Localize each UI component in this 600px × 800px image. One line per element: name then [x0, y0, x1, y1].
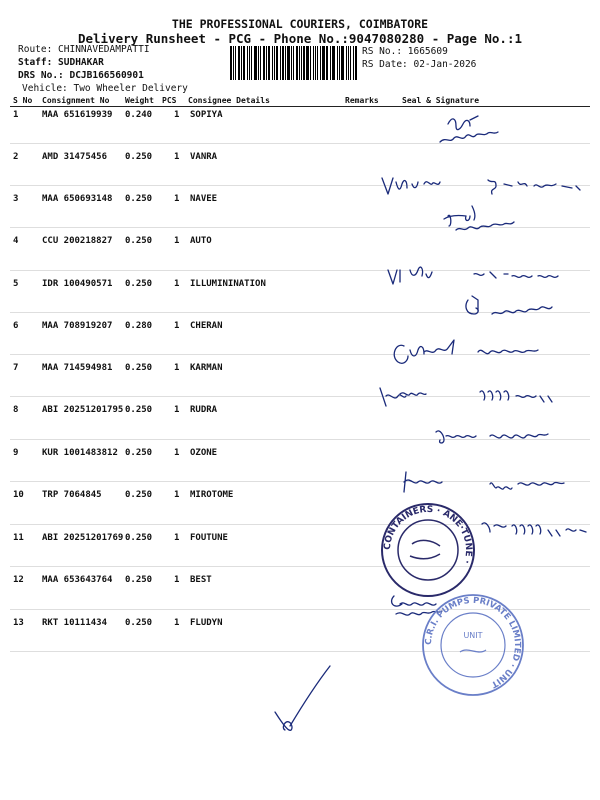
col-header-weight: Weight: [125, 96, 154, 105]
row-consignee: VANRA: [190, 152, 218, 162]
row-sno: 11: [13, 533, 24, 543]
row-consignee: NAVEE: [190, 194, 218, 204]
rs-date: RS Date: 02-Jan-2026: [362, 59, 477, 70]
row-pcs: 1: [174, 533, 180, 543]
containers-stamp-text: CONTAINERS · ANE·TUNE ·: [382, 504, 474, 565]
row-consignee: BEST: [190, 575, 212, 585]
row-weight: 0.250: [125, 279, 153, 289]
row-weight: 0.250: [125, 448, 153, 458]
row-consignee: OZONE: [190, 448, 218, 458]
row-sno: 9: [13, 448, 19, 458]
row-sno: 1: [13, 110, 19, 120]
vehicle-text: Vehicle: Two Wheeler Delivery: [22, 83, 188, 94]
col-header-pcs: PCS: [162, 96, 177, 105]
row-pcs: 1: [174, 363, 180, 373]
row-consignment: MAA 650693148: [42, 194, 113, 204]
row-sno: 12: [13, 575, 24, 585]
col-header-consignee: Consignee Details: [188, 96, 270, 105]
row-consignee: ILLUMININATION: [190, 279, 266, 289]
row-weight: 0.250: [125, 533, 153, 543]
row-consignment: AMD 31475456: [42, 152, 108, 162]
row-weight: 0.280: [125, 321, 153, 331]
row-pcs: 1: [174, 236, 180, 246]
staff-text: Staff: SUDHAKAR: [18, 57, 104, 68]
row-consignee: KARMAN: [190, 363, 223, 373]
col-header-remarks: Remarks: [345, 96, 379, 105]
svg-text:CONTAINERS · ANE·TUNE ·: [383, 505, 473, 565]
row-pcs: 1: [174, 279, 180, 289]
row-sno: 2: [13, 152, 19, 162]
row-consignee: CHERAN: [190, 321, 223, 331]
row-sno: 10: [13, 490, 24, 500]
row-consignee: AUTO: [190, 236, 212, 246]
row-consignee: MIROTOME: [190, 490, 234, 500]
rs-number: RS No.: 1665609: [362, 46, 448, 57]
row-pcs: 1: [174, 618, 180, 628]
row-consignee: RUDRA: [190, 405, 218, 415]
col-header-sno: S No: [13, 96, 33, 105]
row-sno: 8: [13, 405, 19, 415]
row-weight: 0.250: [125, 575, 153, 585]
row-sno: 6: [13, 321, 19, 331]
row-weight: 0.250: [125, 405, 153, 415]
row-weight: 0.250: [125, 152, 153, 162]
row-weight: 0.240: [125, 110, 153, 120]
company-title: THE PROFESSIONAL COURIERS, COIMBATORE: [171, 17, 429, 31]
runsheet-subtitle: Delivery Runsheet - PCG - Phone No.:9047080280 - Page No.:1: [77, 31, 522, 46]
row-consignment: CCU 200218827: [42, 236, 113, 246]
row-sno: 5: [13, 279, 19, 289]
row-pcs: 1: [174, 321, 180, 331]
row-weight: 0.250: [125, 363, 153, 373]
row-consignment: MAA 653643764: [42, 575, 113, 585]
row-consignment: ABI 20251201795: [42, 405, 124, 415]
row-consignee: FOUTUNE: [190, 533, 228, 543]
row-weight: 0.250: [125, 490, 153, 500]
row-consignment: IDR 100490571: [42, 279, 113, 289]
row-consignment: ABI 20251201769: [42, 533, 124, 543]
row-consignment: MAA 651619939: [42, 110, 113, 120]
row-pcs: 1: [174, 194, 180, 204]
containers-stamp: [378, 500, 478, 600]
row-pcs: 1: [174, 490, 180, 500]
row-consignment: MAA 714594981: [42, 363, 113, 373]
row-weight: 0.250: [125, 194, 153, 204]
col-header-consignment: Consignment No: [42, 96, 110, 105]
row-weight: 0.250: [125, 618, 153, 628]
row-pcs: 1: [174, 575, 180, 585]
route-text: Route: CHINNAVEDAMPATTI: [18, 44, 150, 55]
row-consignment: RKT 10111434: [42, 618, 108, 628]
row-pcs: 1: [174, 152, 180, 162]
row-pcs: 1: [174, 448, 180, 458]
row-pcs: 1: [174, 405, 180, 415]
pumps-stamp-text: C.R.I. PUMPS PRIVATE LIMITED · UNIT: [423, 595, 523, 690]
row-sno: 7: [13, 363, 19, 373]
pumps-stamp: [418, 590, 528, 700]
row-consignee: FLUDYN: [190, 618, 223, 628]
row-sno: 3: [13, 194, 19, 204]
row-weight: 0.250: [125, 236, 153, 246]
row-sno: 4: [13, 236, 19, 246]
row-consignee: SOPIYA: [190, 110, 223, 120]
row-pcs: 1: [174, 110, 180, 120]
pumps-stamp-unit: UNIT: [463, 631, 483, 640]
col-header-seal: Seal & Signature: [402, 96, 480, 105]
row-consignment: MAA 708919207: [42, 321, 113, 331]
row-consignment: KUR 1001483812: [42, 448, 118, 458]
row-consignment: TRP 7064845: [42, 490, 102, 500]
drs-number: DRS No.: DCJB166560901: [18, 70, 144, 81]
row-sno: 13: [13, 618, 24, 628]
